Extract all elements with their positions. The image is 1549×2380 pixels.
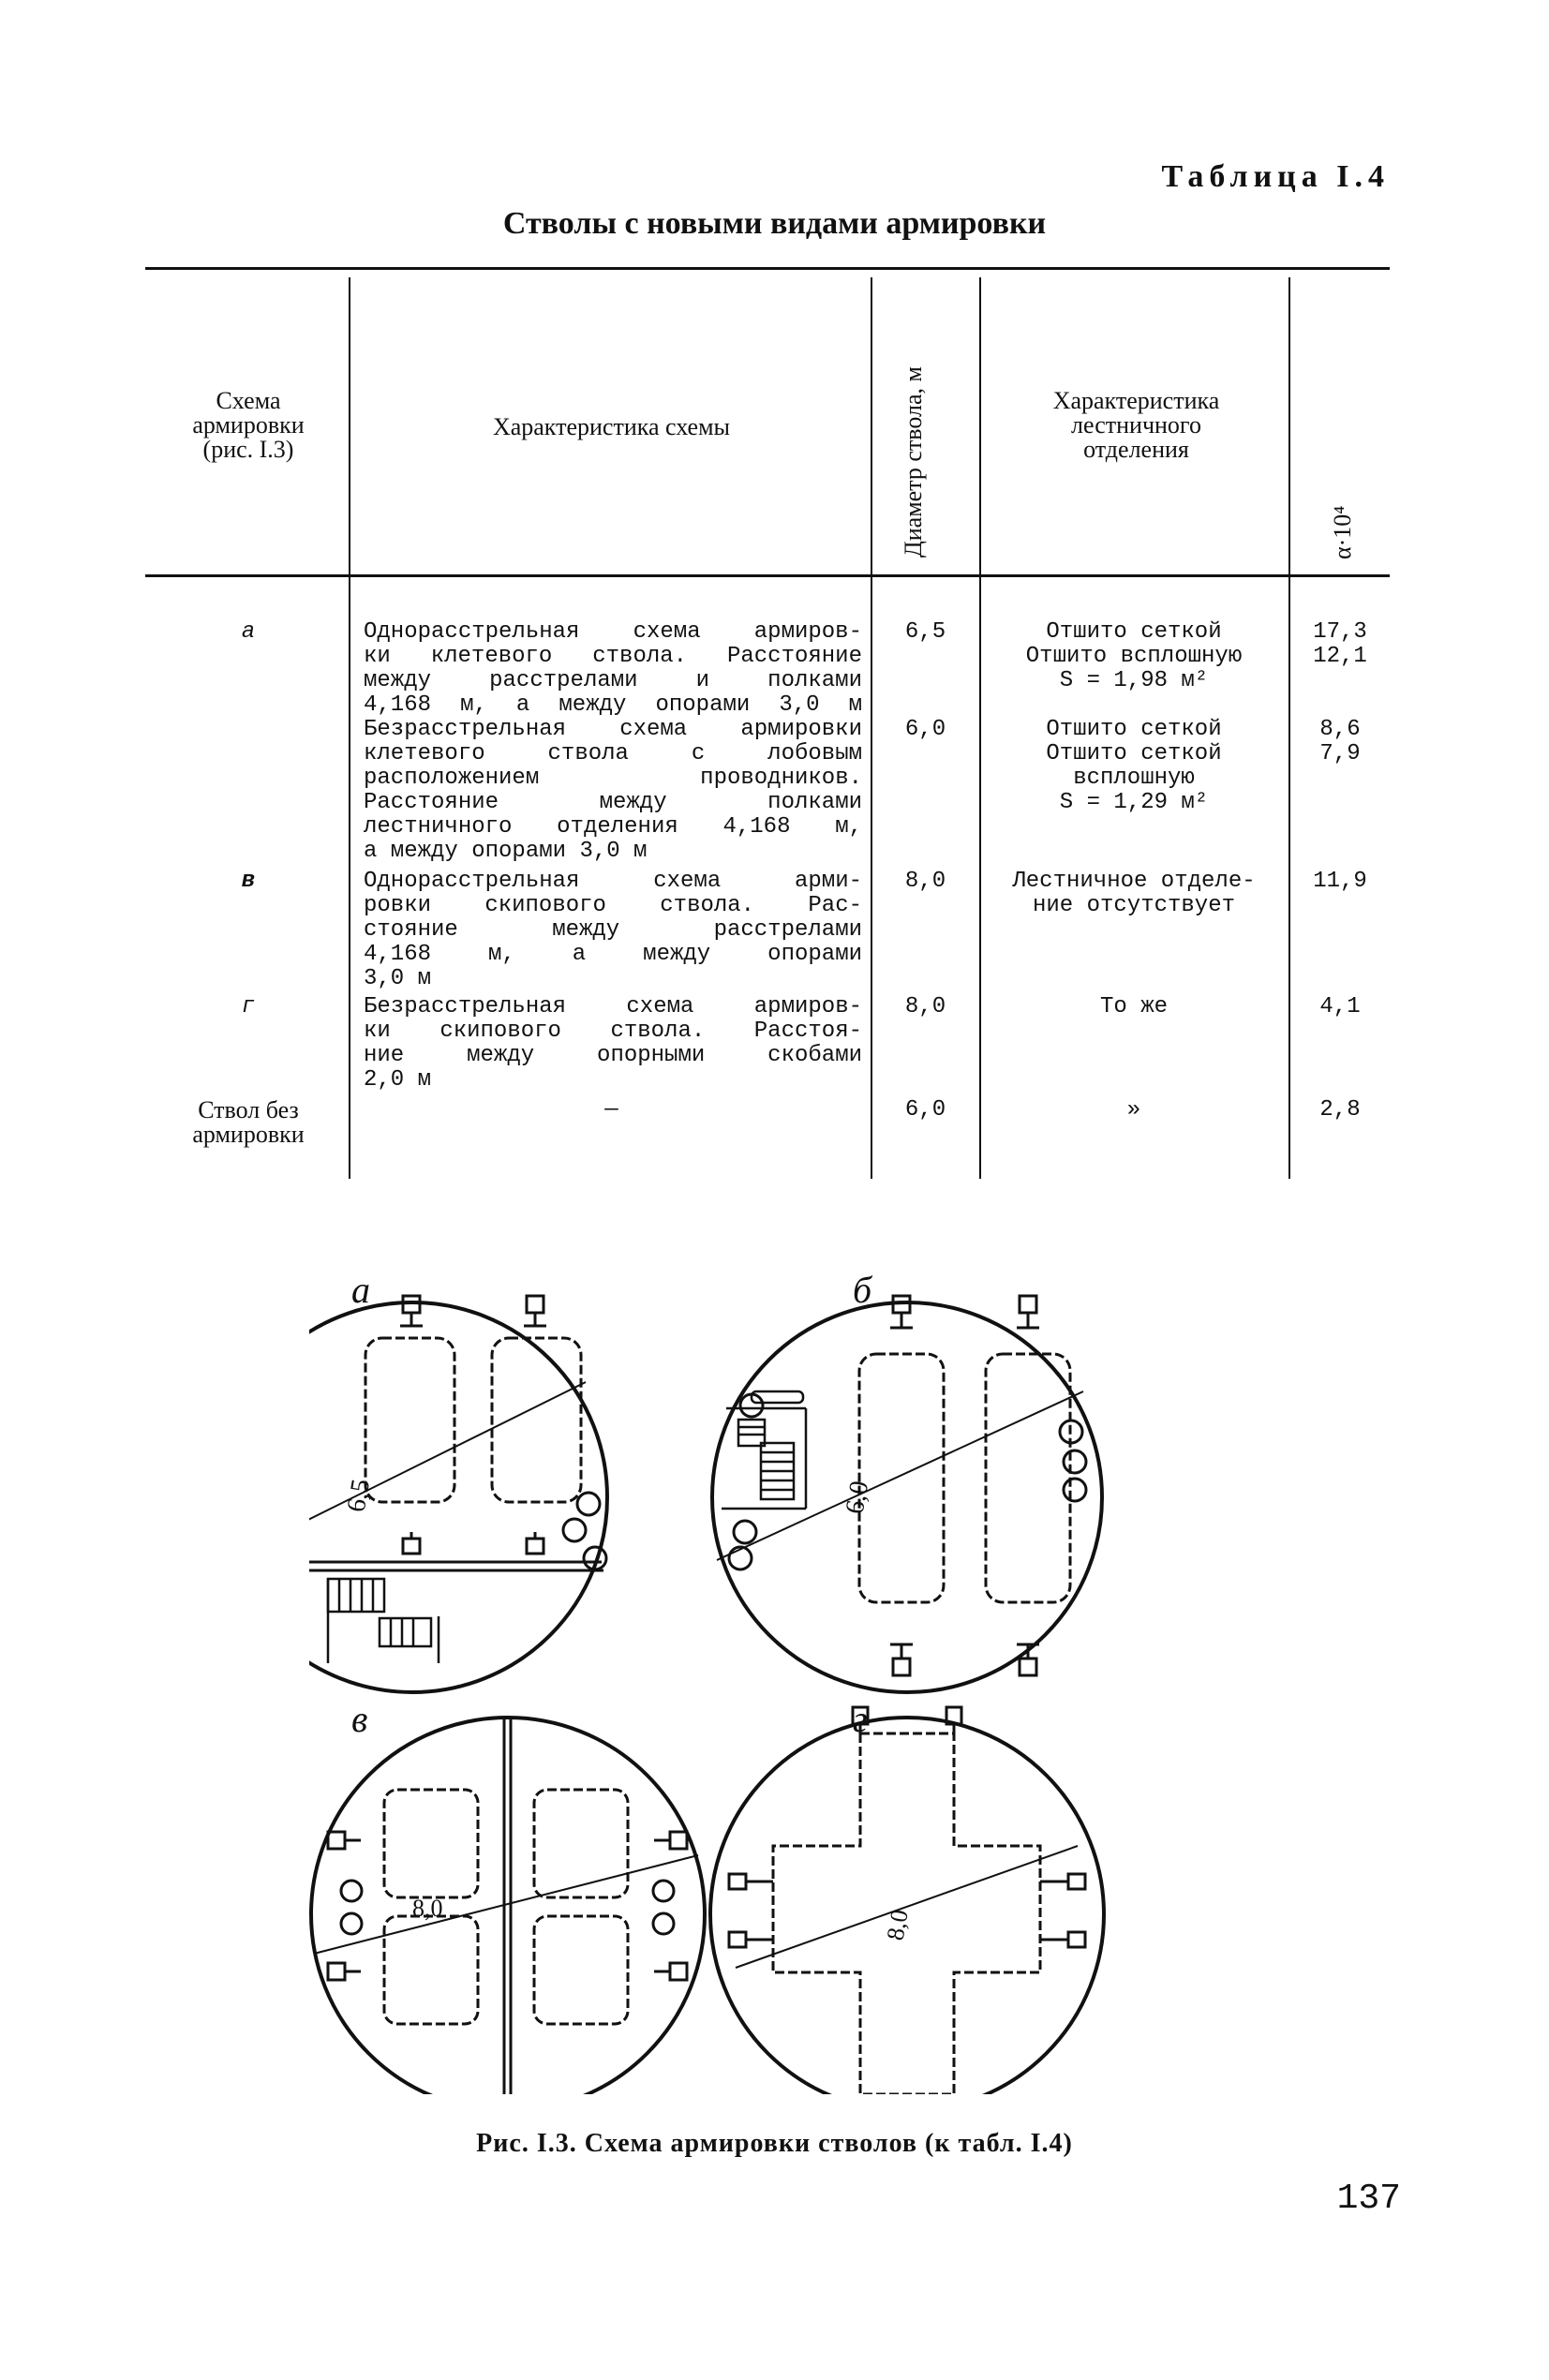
row-v-alpha: 11,9 bbox=[1313, 869, 1367, 894]
guide-bracket bbox=[729, 1874, 773, 1889]
row-none-scheme: Ствол без армировки bbox=[192, 1096, 305, 1148]
pipe bbox=[1064, 1450, 1086, 1473]
row-none-description: — bbox=[604, 1097, 618, 1123]
row-a-stair: Отшито сеткой Отшито всплошную S = 1,98 м² bbox=[1025, 619, 1243, 693]
scheme-a-label: а bbox=[351, 1269, 370, 1311]
guide-bracket bbox=[729, 1932, 773, 1947]
guide-bracket bbox=[1017, 1296, 1039, 1328]
header-characteristic: Характеристика схемы bbox=[492, 413, 731, 440]
row-b-stair: Отшито сеткой Отшито сеткой всплошную S = 1,29 м² bbox=[1046, 717, 1222, 815]
scheme-g-dimension: 8,0 bbox=[881, 1907, 914, 1942]
scheme-v-label: в bbox=[351, 1698, 368, 1740]
pipe bbox=[729, 1547, 752, 1569]
row-none-diameter: 6,0 bbox=[904, 1097, 946, 1123]
shaft-circle bbox=[311, 1718, 705, 2094]
scheme-a-dimension: 6,5 bbox=[341, 1477, 377, 1515]
guide-bracket bbox=[654, 1963, 687, 1980]
diameter-line bbox=[309, 1382, 586, 1562]
guide-bracket bbox=[524, 1296, 546, 1326]
pipe bbox=[1064, 1479, 1086, 1501]
pipe bbox=[653, 1881, 674, 1901]
row-none-alpha: 2,8 bbox=[1319, 1097, 1361, 1123]
scheme-a bbox=[309, 1269, 607, 1692]
cage-compartment bbox=[986, 1354, 1070, 1602]
row-b-alpha: 8,6 7,9 bbox=[1319, 717, 1361, 766]
page-number: 137 bbox=[1336, 2179, 1401, 2219]
table-top-rule bbox=[145, 267, 1390, 270]
guide-bracket bbox=[328, 1832, 361, 1849]
row-b-diameter: 6,0 bbox=[904, 717, 946, 742]
row-none-stair: » bbox=[1126, 1097, 1141, 1123]
row-b-description: Безрасстрельная схема армировки клетевого ствола с лобовым расположением проводников. Расстояние между полками лестничного отделения 4,168 м, а между опорами 3,0 м bbox=[364, 717, 862, 864]
pipe bbox=[341, 1881, 362, 1901]
guide-bracket bbox=[654, 1832, 687, 1849]
guide-bracket bbox=[400, 1296, 423, 1326]
header-alpha: α·10⁴ bbox=[1329, 505, 1356, 559]
scheme-b-dimension: 6,0 bbox=[840, 1479, 875, 1517]
cage-compartment bbox=[492, 1338, 581, 1502]
diameter-line bbox=[736, 1846, 1078, 1968]
scheme-b bbox=[712, 1269, 1102, 1692]
scheme-g bbox=[710, 1698, 1104, 2094]
stair-compartment bbox=[722, 1391, 806, 1509]
shaft-circle bbox=[712, 1302, 1102, 1692]
guide-bracket bbox=[527, 1532, 544, 1554]
diameter-line bbox=[314, 1855, 698, 1954]
pipe bbox=[653, 1913, 674, 1934]
row-v-diameter: 8,0 bbox=[904, 869, 946, 894]
pipe bbox=[734, 1521, 756, 1543]
pipe bbox=[563, 1519, 586, 1541]
table-title: Стволы с новыми видами армировки bbox=[502, 206, 1047, 241]
guide-bracket bbox=[1040, 1874, 1085, 1889]
row-a-scheme: а bbox=[241, 619, 256, 645]
row-v-stair: Лестничное отделе- ние отсутствует bbox=[1012, 869, 1256, 918]
table-header-rule bbox=[145, 574, 1390, 577]
row-v-scheme: в bbox=[241, 869, 256, 894]
header-scheme: Схема армировки (рис. I.3) bbox=[192, 387, 305, 463]
column-divider-4 bbox=[1288, 277, 1290, 1179]
figure-caption: Рис. I.3. Схема армировки стволов (к табл. I.4) bbox=[476, 2129, 1073, 2158]
header-diameter: Диаметр ствола, м bbox=[900, 366, 927, 558]
row-g-diameter: 8,0 bbox=[904, 994, 946, 1019]
cage-compartment bbox=[859, 1354, 944, 1602]
table-number: Таблица I.4 bbox=[1161, 159, 1390, 194]
shaft-schemes-figure bbox=[309, 1260, 1396, 2094]
row-a-description: Однорасстрельная схема армиров- ки клетевого ствола. Расстояние между расстрелами и полками 4,168 м, а между опорами 3,0 м bbox=[364, 619, 862, 718]
skip-compartment bbox=[534, 1916, 628, 2024]
cage-compartment bbox=[365, 1338, 454, 1502]
diameter-line bbox=[717, 1391, 1083, 1560]
scheme-g-label: г bbox=[853, 1698, 868, 1740]
scheme-v-dimension: 8,0 bbox=[412, 1895, 443, 1922]
row-g-stair: То же bbox=[1099, 994, 1168, 1019]
guide-bracket bbox=[328, 1963, 361, 1980]
scheme-v bbox=[311, 1698, 705, 2094]
row-g-description: Безрасстрельная схема армиров- ки скипового ствола. Расстоя- ние между опорными скобами 2,0 м bbox=[364, 994, 862, 1093]
column-divider-1 bbox=[349, 277, 350, 1179]
column-divider-2 bbox=[871, 277, 872, 1179]
guide-bracket bbox=[1017, 1644, 1039, 1675]
guide-bracket bbox=[1040, 1932, 1085, 1947]
pipe bbox=[341, 1913, 362, 1934]
guide-bracket bbox=[890, 1644, 913, 1675]
stair-compartment bbox=[328, 1579, 439, 1663]
row-g-alpha: 4,1 bbox=[1319, 994, 1361, 1019]
scheme-b-label: б bbox=[853, 1269, 872, 1311]
guide-bracket bbox=[403, 1532, 420, 1554]
row-g-scheme: г bbox=[241, 994, 256, 1019]
column-divider-3 bbox=[979, 277, 981, 1179]
row-a-alpha: 17,3 12,1 bbox=[1313, 619, 1367, 669]
skip-compartment bbox=[384, 1790, 478, 1897]
row-a-diameter: 6,5 bbox=[904, 619, 946, 645]
header-stair: Характеристика лестничного отделения bbox=[1052, 387, 1220, 463]
pipe bbox=[577, 1493, 600, 1515]
row-v-description: Однорасстрельная схема арми- ровки скипового ствола. Рас- стояние между расстрелами 4,168 м, а между опорами 3,0 м bbox=[364, 869, 862, 991]
skip-compartment bbox=[534, 1790, 628, 1897]
